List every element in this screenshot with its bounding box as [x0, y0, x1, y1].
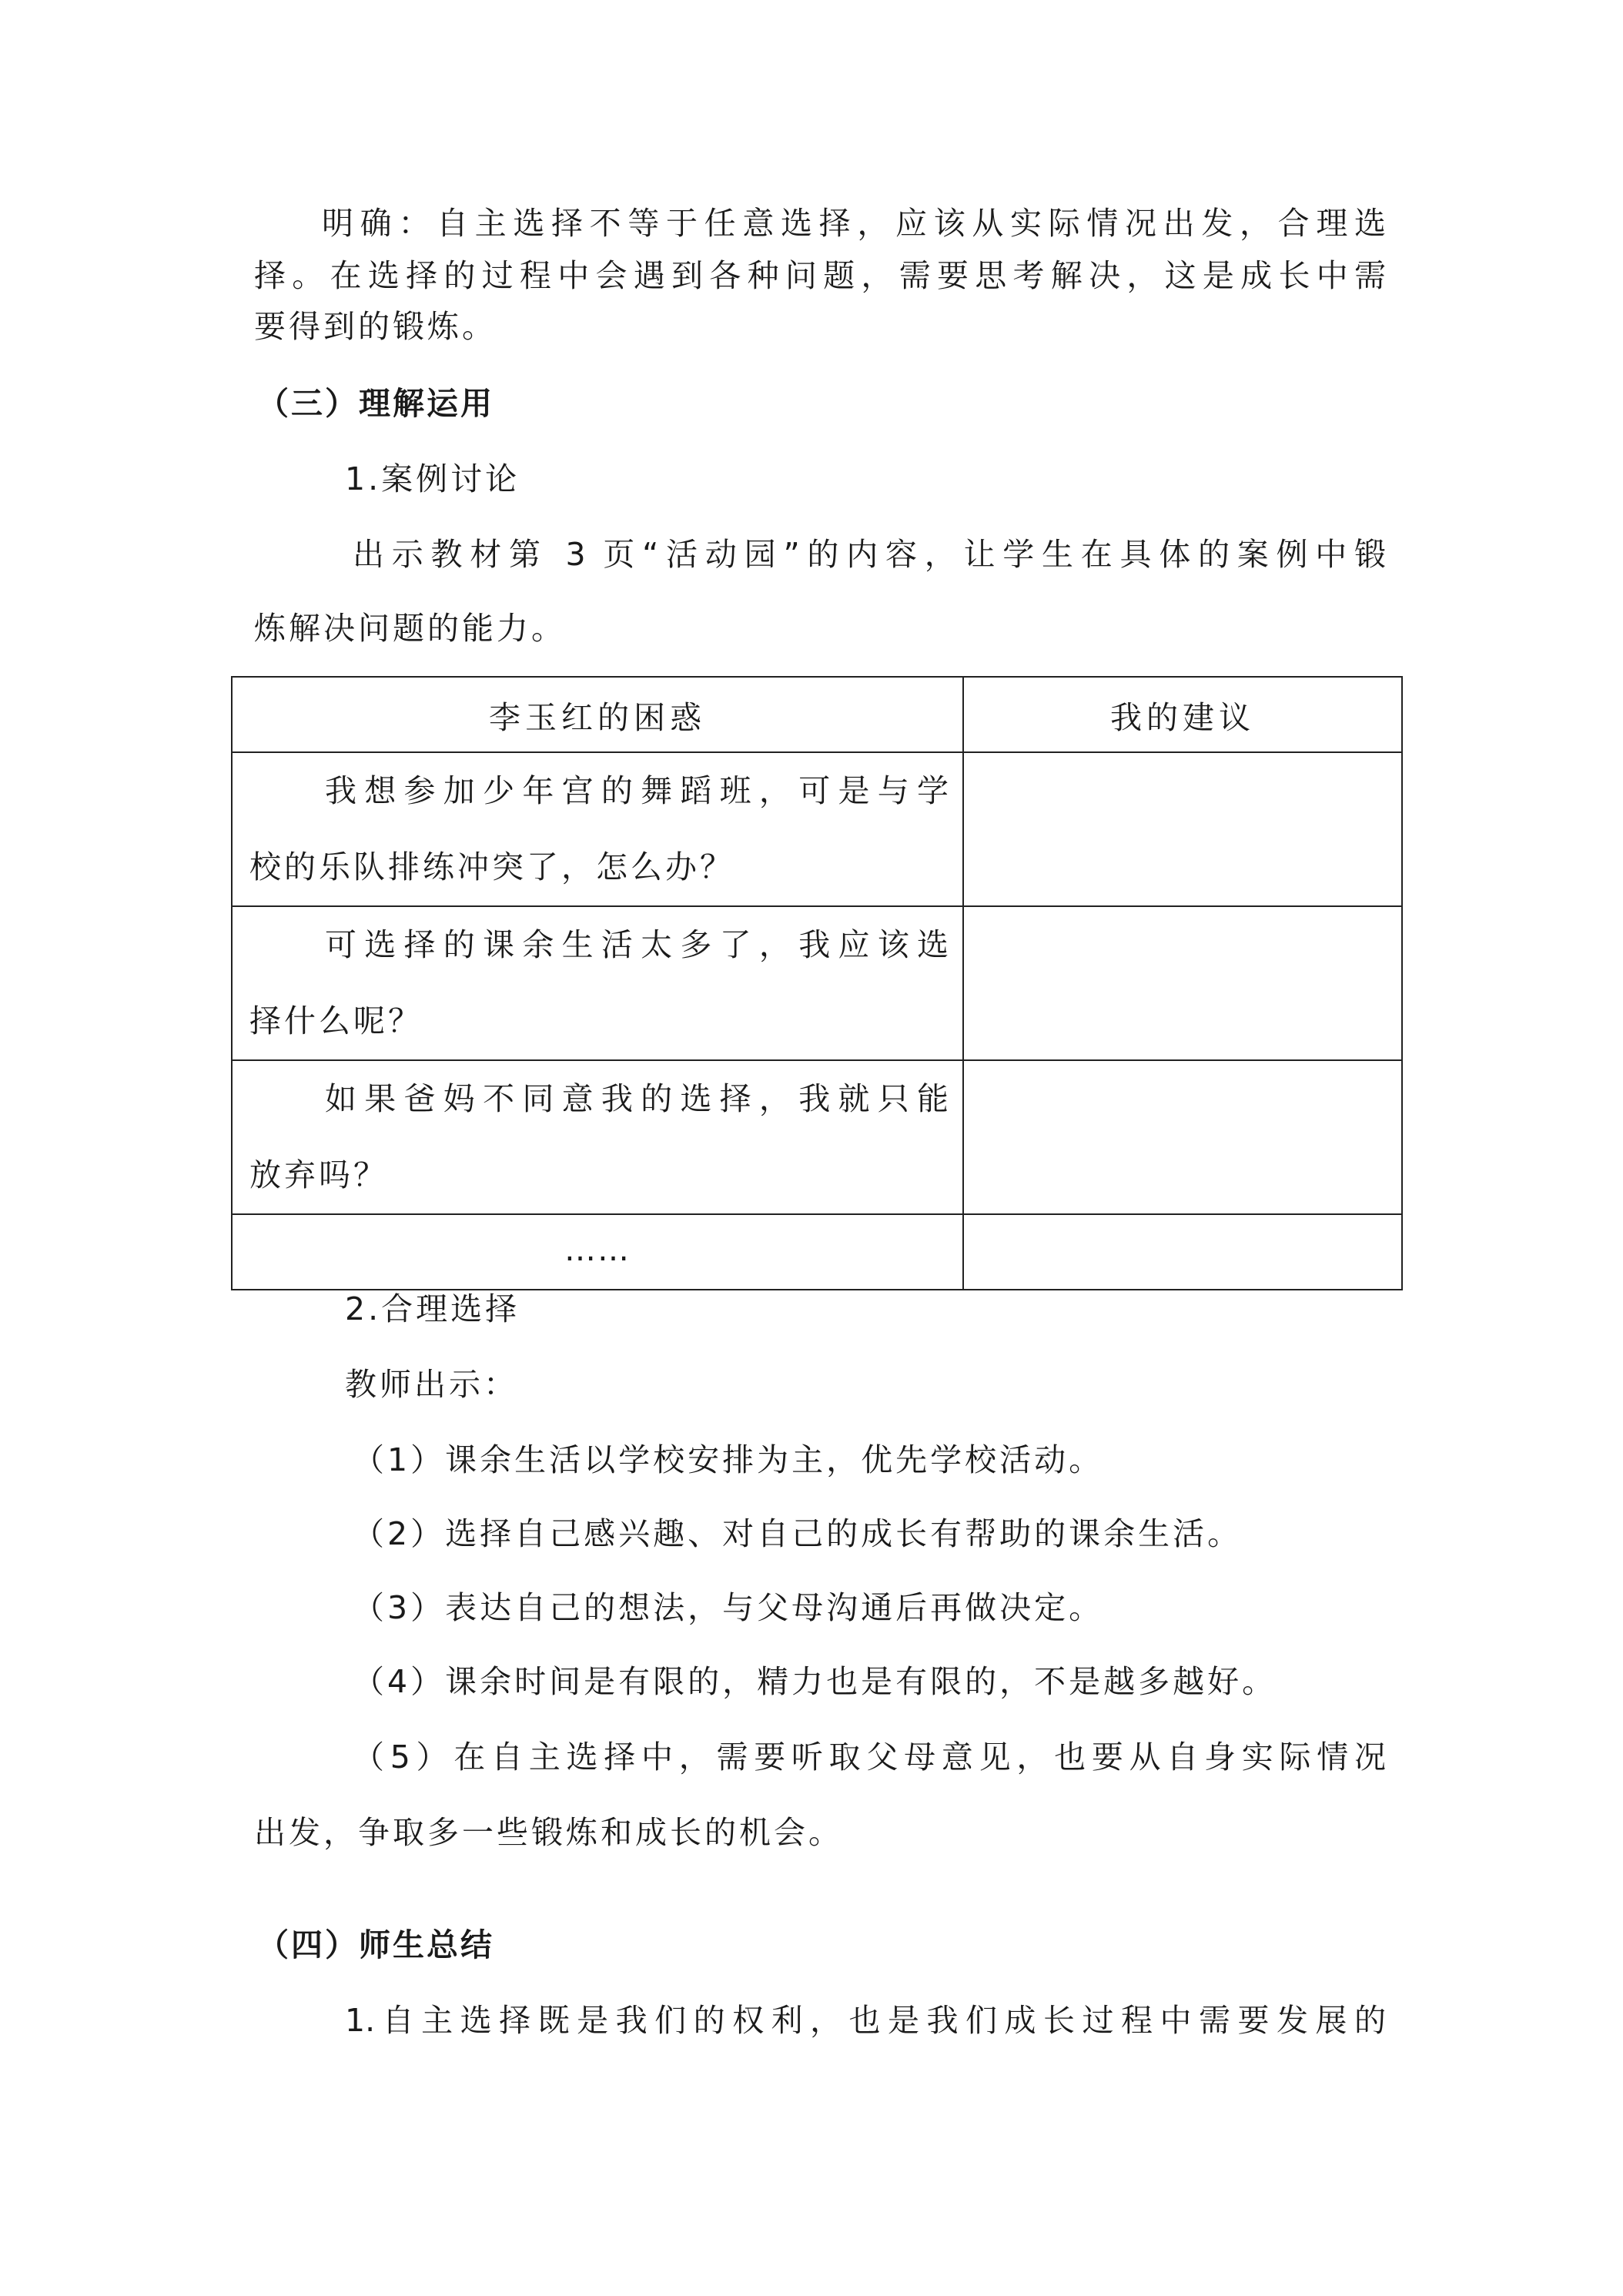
- paragraph-show-textbook-line1: 出示教材第 3 页“活动园”的内容，让学生在具体的案例中锻: [353, 536, 1386, 573]
- teacher-shows-label: 教师出示：: [345, 1366, 518, 1403]
- case-line-2: 放弃吗？: [249, 1156, 388, 1193]
- table-row: [232, 1060, 1402, 1214]
- case-text: [233, 753, 962, 905]
- case-line-1: 如果爸妈不同意我的选择，我就只能: [325, 1080, 949, 1117]
- case-text: [233, 907, 962, 1059]
- table-row-ellipsis: [232, 1214, 1402, 1290]
- point-2: （2）选择自己感兴趣、对自己的成长有帮助的课余生活。: [353, 1515, 1243, 1552]
- case-line-1: 我想参加少年宫的舞蹈班，可是与学: [325, 772, 949, 809]
- point-3: （3）表达自己的想法，与父母沟通后再做决定。: [353, 1589, 1104, 1626]
- case-line-2: 择什么呢？: [249, 1002, 423, 1039]
- paragraph-clarify-line2: 择。在选择的过程中会遇到各种问题，需要思考解决，这是成长中需: [254, 257, 1386, 294]
- point-5-line2: 出发，争取多一些锻炼和成长的机会。: [254, 1814, 843, 1851]
- table-header-suggestion: 我的建议: [963, 677, 1402, 752]
- summary-item-1: 1.自主选择既是我们的权利，也是我们成长过程中需要发展的: [345, 2002, 1386, 2039]
- point-1: （1）课余生活以学校安排为主，优先学校活动。: [353, 1441, 1104, 1478]
- table-row: [232, 752, 1402, 906]
- section-heading-3: （三）理解运用: [257, 385, 494, 422]
- suggestion-cell: [963, 1060, 1402, 1214]
- ellipsis-text: ……: [564, 1231, 631, 1268]
- item-2-title: 2.合理选择: [345, 1290, 520, 1327]
- point-4: （4）课余时间是有限的，精力也是有限的，不是越多越好。: [353, 1663, 1277, 1700]
- case-line-2: 校的乐队排练冲突了，怎么办？: [249, 848, 735, 885]
- paragraph-clarify-line1: 明确：自主选择不等于任意选择，应该从实际情况出发，合理选: [322, 205, 1386, 242]
- paragraph-show-textbook-line2: 炼解决问题的能力。: [254, 610, 566, 647]
- case-line-1: 可选择的课余生活太多了，我应该选: [325, 926, 949, 963]
- suggestion-cell: [963, 906, 1402, 1060]
- table-header-confusion: 李玉红的困惑: [232, 677, 963, 752]
- case-text: [233, 1061, 962, 1213]
- suggestion-cell: [963, 752, 1402, 906]
- section-heading-4: （四）师生总结: [257, 1926, 494, 1963]
- item-1-title: 1.案例讨论: [345, 460, 520, 497]
- case-table: [231, 676, 1403, 1290]
- point-5-line1: （5）在自主选择中，需要听取父母意见，也要从自身实际情况: [353, 1739, 1386, 1776]
- table-header-row: [232, 677, 1402, 752]
- paragraph-clarify-line3: 要得到的锻炼。: [254, 308, 497, 345]
- table-row: [232, 906, 1402, 1060]
